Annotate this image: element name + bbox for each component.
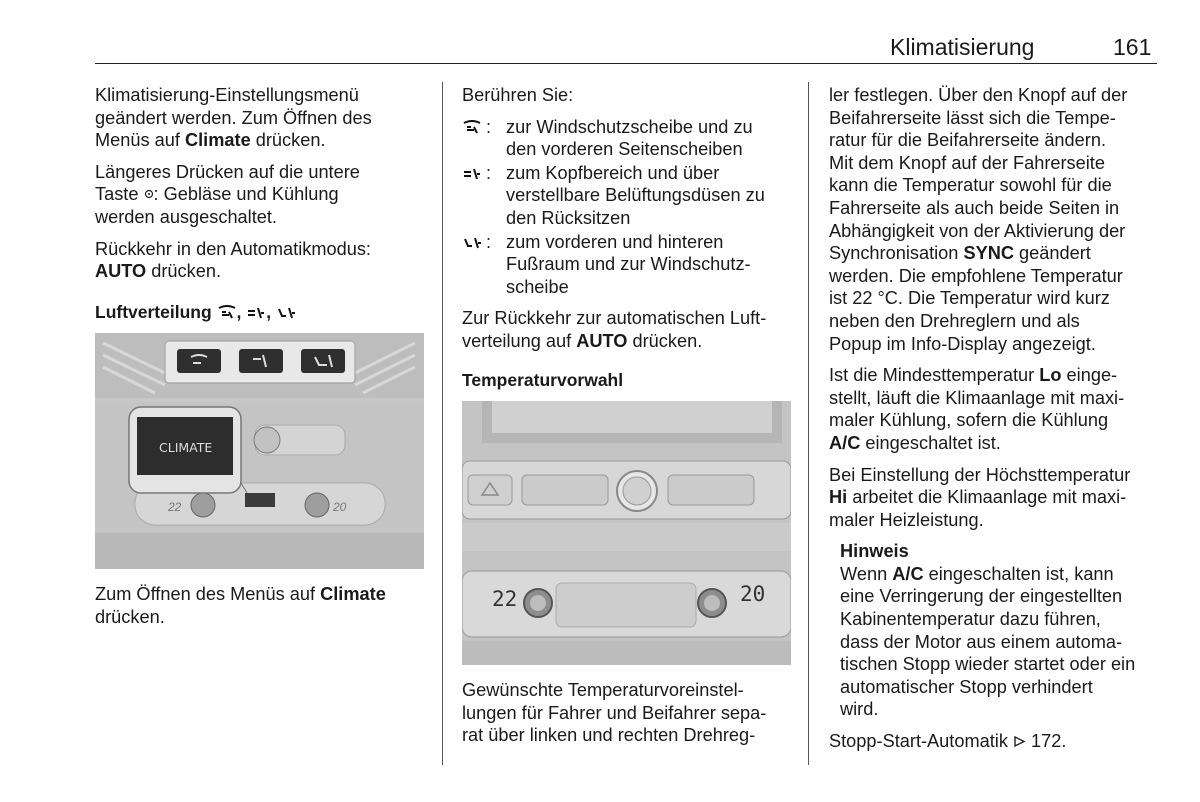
section-heading: Luftverteilung , , [95,301,425,324]
paragraph [95,161,425,229]
column-3 [829,84,1159,762]
cross-reference[interactable]: Stopp-Start-Automatik 172. [829,731,1067,752]
temp-display-left: 22 [492,587,518,612]
windscreen-air-icon [217,304,237,320]
hi-keyword: Hi [829,487,848,508]
paragraph [95,238,425,283]
legend-item: : zum Kopfbereich und über verstellbare Belüftungsdüsen zu den Rücksitzen [462,162,792,230]
sync-keyword: SYNC [963,243,1014,264]
paragraph: Bei Einstellung der Höchsttemperatur Hi arbeitet die Klimaanlage mit maxi- maler Heizleistung. [829,464,1131,530]
auto-keyword: AUTO [576,330,628,351]
climate-keyword: Climate [320,584,386,605]
text-line: Klimatisierung-Einstellungsmenü [95,85,359,105]
dashboard-illustration [95,333,424,569]
page-reference-arrow-icon [1013,735,1026,748]
column-1 [95,84,425,638]
note-title: Hinweis [840,541,909,562]
section-heading: Temperaturvorwahl [462,369,624,390]
auto-keyword: AUTO [95,261,147,282]
column-divider [442,82,443,765]
windscreen-air-icon [462,119,482,135]
paragraph: ler festlegen. Über den Knopf auf der Beifahrerseite lässt sich die Tempe- ratur für die Beifahrerseite ändern. Mit dem Knopf auf der Fahrerseite kann die Temperatur sowohl für die Fahrerseite als auch beide Seiten in Abhängigkeit von der Aktivierung der Synchronisation SYNC geändert werden. Die empfohlene Temperatur ist 22 °C. Die Temperatur wird kurz neben den Drehreglern und als Popup im Info-Display angezeigt. [829,85,1128,354]
text-line: Taste : Gebläse und Kühlung [95,184,339,205]
temperature-control-illustration [462,401,791,665]
note-box: Hinweis Wenn A/C eingeschalten ist, kann eine Verringerung der eingestellten Kabinentemperatur dazu führen, dass der Motor aus einem automa- tischen Stopp wieder startet oder ein automatischer Stopp verhindert wird. [840,540,1159,721]
legend-item: : zur Windschutzscheibe und zu den vorderen Seitenscheiben [462,116,792,161]
header-rule [95,63,1157,64]
text-line: geändert werden. Zum Öffnen des [95,107,372,128]
ac-keyword: A/C [829,432,861,453]
figure-caption [95,583,425,628]
text-line: drücken. [95,606,165,627]
text-line: Längeres Drücken auf die untere [95,161,360,182]
column-divider [808,82,809,765]
footwell-air-icon [276,304,296,320]
temp-display-right: 20 [333,500,347,515]
text-line: Zum Öffnen des Menüs auf Climate [95,584,386,605]
climate-keyword: Climate [184,130,251,151]
footwell-air-icon [462,234,482,250]
chapter-title: Klimatisierung [890,34,1035,60]
head-air-icon [246,304,266,320]
paragraph [95,84,425,152]
text-line: Menüs auf Climate drücken. [95,130,326,151]
temperature-control-drawing [462,401,791,665]
column-2 [462,84,792,756]
paragraph: Zur Rückkehr zur automatischen Luft- verteilung auf AUTO drücken. [462,308,767,351]
head-air-icon [462,165,482,181]
legend-item: : zum vorderen und hinteren Fußraum und zur Windschutz- scheibe [462,231,792,299]
text-line: AUTO drücken. [95,261,222,282]
paragraph: Gewünschte Temperaturvoreinstel- lungen für Fahrer und Beifahrer sepa- rat über linken und rechten Drehreg- [462,680,767,746]
dashboard-drawing [95,333,424,569]
fan-icon [144,188,154,200]
text-line: werden ausgeschaltet. [95,206,277,227]
ac-keyword: A/C [892,563,924,584]
lo-keyword: Lo [1039,365,1062,386]
paragraph: Ist die Mindesttemperatur Lo einge- stellt, läuft die Klimaanlage mit maxi- maler Kühlung, sofern die Kühlung A/C eingeschaltet ist. [829,365,1125,453]
paragraph: Berühren Sie: [462,85,574,105]
airflow-legend [462,116,792,299]
climate-button-label: CLIMATE [159,440,213,456]
temp-display-right: 20 [740,582,766,607]
temp-display-left: 22 [168,500,182,515]
text-line: Rückkehr in den Automatikmodus: [95,238,371,259]
page-number: 161 [1113,34,1152,60]
